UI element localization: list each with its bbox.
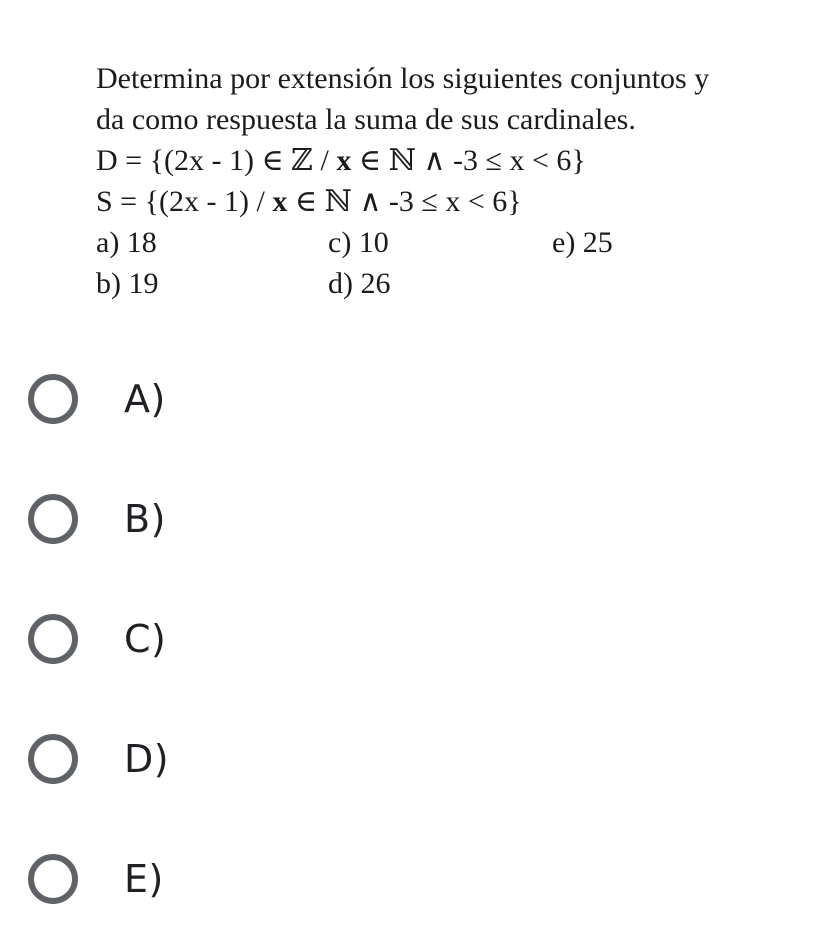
set-d-suffix: ∈ ℕ ∧ -3 ≤ x < 6} <box>351 144 586 177</box>
set-s-variable: x <box>272 185 288 218</box>
choice-b: b) 19 <box>96 267 159 300</box>
option-b[interactable] <box>28 489 428 549</box>
option-d[interactable] <box>28 729 428 789</box>
question-line-1: Determina por extensión los siguientes conjuntos y <box>96 62 710 95</box>
choice-d: d) 26 <box>328 267 391 300</box>
set-d-definition <box>96 140 816 181</box>
set-s-suffix: ∈ ℕ ∧ -3 ≤ x < 6} <box>287 185 522 218</box>
choices-row-2 <box>96 263 816 304</box>
option-e-label: E) <box>124 857 164 901</box>
option-c-label: C) <box>124 617 167 661</box>
choices-row-1 <box>96 222 816 263</box>
question-image <box>96 58 816 304</box>
option-e[interactable] <box>28 849 428 909</box>
set-s-definition <box>96 181 816 222</box>
option-b-label: B) <box>124 497 166 541</box>
radio-button-e[interactable] <box>28 854 78 904</box>
option-a[interactable] <box>28 369 428 429</box>
choice-a: a) 18 <box>96 226 157 259</box>
option-d-label: D) <box>124 737 170 781</box>
radio-button-c[interactable] <box>28 614 78 664</box>
radio-button-b[interactable] <box>28 494 78 544</box>
radio-button-a[interactable] <box>28 374 78 424</box>
set-d-variable: x <box>336 144 352 177</box>
set-d-prefix: D = {(2x - 1) ∈ ℤ / <box>96 144 337 177</box>
question-line-2: da como respuesta la suma de sus cardinales. <box>96 103 636 136</box>
set-s-prefix: S = {(2x - 1) / <box>96 185 273 218</box>
radio-button-d[interactable] <box>28 734 78 784</box>
option-c[interactable] <box>28 609 428 669</box>
option-a-label: A) <box>124 377 166 421</box>
choice-e: e) 25 <box>552 226 613 259</box>
choice-c: c) 10 <box>328 226 389 259</box>
